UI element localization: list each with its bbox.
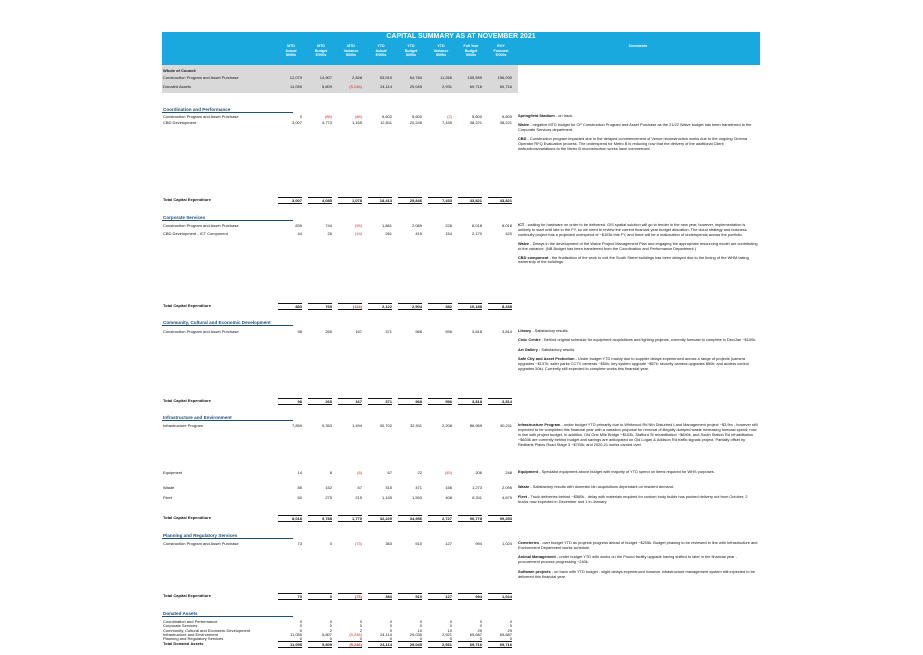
value-cell: 11,055 <box>290 84 302 89</box>
column-header-2: MTD Variance $000s <box>343 44 359 57</box>
value-cell: 34,956 <box>398 515 422 522</box>
comment-paragraph: Walve - negative MTD budget for CP Construction Program and Asset Purchase as the 21/22 Walve budget has been transferred to the Corporate Services department. <box>518 121 752 132</box>
value-cell: 2,122 <box>368 303 392 310</box>
value-cell: 8,018 <box>278 515 302 522</box>
value-cell: 1,024 <box>488 593 512 600</box>
infra-comment <box>518 495 758 505</box>
section-corporate: Corporate Services <box>162 215 293 221</box>
value-cell: 0 <box>479 623 482 629</box>
value-cell: 25,846 <box>398 197 422 204</box>
value-cell: 0 <box>389 619 392 624</box>
section-community: Community, Cultural and Economic Development <box>162 320 293 326</box>
infra-row <box>162 470 518 475</box>
row-label: CBD Development <box>163 120 197 125</box>
comment-paragraph: Equipment - Specialist equipment above budget with majority of YTD spend on items required for WHS purposes. <box>518 469 715 474</box>
value-cell: 69,687 <box>469 631 482 637</box>
value-cell: 30,702 <box>379 423 392 428</box>
row-label: Total Capital Expenditure <box>163 197 211 202</box>
value-cell: 2,727 <box>428 515 452 522</box>
value-cell: 968 <box>415 329 422 334</box>
value-cell: 420 <box>505 231 512 236</box>
value-cell: 0 <box>299 627 302 633</box>
value-cell: 4,773 <box>321 120 332 125</box>
value-cell: 7,435 <box>441 120 452 125</box>
value-cell: 2,921 <box>441 631 452 637</box>
value-cell: (88) <box>354 114 362 119</box>
coord-row <box>162 114 518 119</box>
value-cell: 0 <box>359 636 362 642</box>
value-cell: 99,253 <box>488 515 512 522</box>
row-label: Construction Program and Asset Purchase <box>163 329 239 334</box>
value-cell: 3,818 <box>471 329 482 334</box>
column-header-row <box>162 41 760 65</box>
section-donated: Donated Assets <box>162 611 293 617</box>
comment-heading: Software projects <box>518 568 551 574</box>
value-cell: 8 <box>329 470 332 475</box>
whole-of-council-title: Whole of Council <box>163 68 196 73</box>
value-cell: 0 <box>479 636 482 642</box>
coord-row <box>162 120 518 125</box>
coord-total-row <box>162 197 518 202</box>
value-cell: 1,770 <box>338 515 362 522</box>
corp-row <box>162 223 518 228</box>
infra-row <box>162 495 518 500</box>
value-cell: 5,600 <box>501 114 512 119</box>
value-cell: 839 <box>295 223 302 228</box>
sheet-title: CAPITAL SUMMARY AS AT NOVEMBER 2021 <box>162 32 760 41</box>
value-cell: 228 <box>445 223 452 228</box>
corp-comments <box>518 223 758 265</box>
plan-comments <box>518 541 758 579</box>
value-cell: 0 <box>509 623 512 629</box>
value-cell: 0 <box>308 593 332 600</box>
comment-paragraph: CBD - Construction program impacted due to the delayed commencement of Venue reconstruction works due to the ongoing Cinema Operator RFQ Evaluation process. The underspend for Metro B is reducing now that the delivery of the additional Client instructions/variations to the Metro B reconstruction works have commenced. <box>518 135 748 151</box>
value-cell: 3,007 <box>278 197 302 204</box>
value-cell: (88) <box>324 114 332 119</box>
value-cell: 86,969 <box>469 423 482 428</box>
infra-comment <box>518 470 758 475</box>
column-header-6: Full Year Budget $000s <box>463 44 479 57</box>
value-cell: 3,818 <box>458 398 482 405</box>
capital-summary-sheet <box>162 32 760 655</box>
comment-heading: Springfield Stadium <box>518 113 555 118</box>
value-cell: 32,911 <box>410 423 422 428</box>
value-cell: 0 <box>359 619 362 624</box>
value-cell: 0 <box>389 627 392 633</box>
value-cell: (5,246) <box>349 84 362 89</box>
value-cell: 0 <box>449 636 452 642</box>
value-cell: 883 <box>278 303 302 310</box>
row-label: Construction Program and Asset Purchase <box>163 541 239 546</box>
value-cell: 2,504 <box>398 303 422 310</box>
value-cell: 0 <box>419 619 422 624</box>
row-label: Construction Program and Asset Purchase <box>163 223 239 228</box>
value-cell: 60 <box>297 495 302 500</box>
value-cell: 69,716 <box>458 641 482 648</box>
comment-heading: Waste <box>518 484 530 489</box>
value-cell: 67 <box>387 470 392 475</box>
value-cell: 8,311 <box>472 495 482 500</box>
comment-paragraph: Art Gallery - Satisfactory results. <box>518 346 576 352</box>
value-cell: 248 <box>505 470 512 475</box>
value-cell: 994 <box>475 541 482 546</box>
value-cell: 10 <box>417 627 422 633</box>
value-cell: 22 <box>417 470 422 475</box>
value-cell: 0 <box>509 619 512 624</box>
value-cell: 29,045 <box>398 641 422 648</box>
column-header-1: MTD Budget $'000s <box>314 44 328 57</box>
value-cell: (6) <box>357 470 362 475</box>
value-cell: 2,208 <box>441 423 452 428</box>
value-cell: 38,221 <box>469 120 482 125</box>
value-cell: 8,018 <box>471 223 482 228</box>
comment-paragraph: Animal Management - under budget YTD with works on the Pound facility upgrade having shifted to later in the financial year - procurement process progressing ~240k. <box>518 554 737 565</box>
value-cell: 3,814 <box>501 329 512 334</box>
comment-heading: Fleet <box>518 494 528 499</box>
value-cell: 0 <box>359 623 362 629</box>
value-cell: 2,931 <box>441 84 452 89</box>
value-cell: 383 <box>368 593 392 600</box>
comment-paragraph: Infrastructure Program - under budget YTD primarily due to Whitwood Rd Nth Disturbed Land Management project ~$3.9m - however still expected to be completed this financial year with a variation proposal for removal of illegally dumped waste increasing forecast spend; now in line with project budget. In addition, Old One Mile Bridge ~$103k, Stafford St rehabilitation ~$890k, and South Station Rd rehabilitation ~$603k are currently behind budget and savings are anticipated on Old Logan & Addison Rd traffic signals project. Partially offset by Redbank Plains Road Stage 3 ~$700k; and 2020-21 works carried over. <box>518 422 758 447</box>
value-cell: 471 <box>415 485 422 490</box>
value-cell: 0 <box>389 636 392 642</box>
comment-paragraph: Library - Satisfactory results. <box>518 328 569 333</box>
value-cell: 0 <box>299 623 302 629</box>
value-cell: 29,045 <box>409 84 422 89</box>
value-cell: 0 <box>419 623 422 629</box>
comment-heading: CBD component <box>518 254 549 260</box>
value-cell: 1,494 <box>351 423 362 428</box>
value-cell: (95) <box>354 223 362 228</box>
value-cell: 127 <box>428 593 452 600</box>
value-cell: 1,861 <box>381 223 392 228</box>
comment-heading: CBD <box>518 135 527 141</box>
value-cell: 215 <box>355 495 362 500</box>
corp-total-row <box>162 303 518 308</box>
section-coordination: Coordination and Performance <box>162 107 293 113</box>
value-cell: (73) <box>354 541 362 546</box>
value-cell: 11,055 <box>290 631 302 637</box>
value-cell: 0 <box>329 636 332 642</box>
value-cell: 7,433 <box>428 197 452 204</box>
value-cell: 25 <box>327 231 332 236</box>
comment-heading: Art Gallery <box>518 346 538 352</box>
value-cell: 408 <box>445 495 452 500</box>
coord-comments <box>518 114 758 151</box>
sheet-body <box>162 65 760 655</box>
value-cell: 2 <box>329 627 332 633</box>
value-cell: 5,600 <box>411 114 422 119</box>
comment-heading: Library <box>518 328 532 333</box>
value-cell: 98 <box>278 398 302 405</box>
value-cell: 315 <box>385 485 392 490</box>
value-cell: 2 <box>359 627 362 633</box>
value-cell: 9,788 <box>308 515 332 522</box>
value-cell: 415 <box>415 231 422 236</box>
comment-heading: Civic Centre <box>518 337 541 343</box>
value-cell: 0 <box>299 636 302 642</box>
value-cell: 18,413 <box>368 197 392 204</box>
value-cell: 596 <box>445 329 452 334</box>
column-header-7: EOY Forecast $'000s <box>493 44 509 57</box>
value-cell: 14 <box>297 470 302 475</box>
row-label: Total Capital Expenditure <box>163 398 211 403</box>
value-cell: 1,553 <box>411 495 422 500</box>
comment-heading: Animal Management <box>518 554 556 560</box>
value-cell: 29,035 <box>409 631 422 637</box>
value-cell: (45) <box>444 470 452 475</box>
value-cell: 265 <box>308 398 332 405</box>
row-label: Equipment <box>163 470 183 475</box>
value-cell: 0 <box>389 623 392 629</box>
row-label: Total Capital Expenditure <box>163 303 211 308</box>
comment-paragraph: CBD component - the finalisation of the work to exit the South Street buildings has been delayed due to the timing of the WHM taking ownership of the buildings. <box>518 254 749 265</box>
value-cell: 0 <box>299 114 302 119</box>
value-cell: 20,246 <box>409 120 422 125</box>
comment-heading: Walve <box>518 121 530 127</box>
infra-comment <box>518 485 758 490</box>
value-cell: 73 <box>297 541 302 546</box>
infra-row <box>162 485 518 490</box>
value-cell: 0 <box>449 619 452 624</box>
value-cell: 98 <box>297 329 302 334</box>
comment-paragraph: Software projects - on track with YTD budget - slight delays experienced however infrastructure management system still expected to be delivered this financial year. <box>518 568 755 579</box>
value-cell: 2,095 <box>501 485 512 490</box>
value-cell: (2) <box>447 114 452 119</box>
row-label: Total Capital Expenditure <box>163 593 211 598</box>
value-cell: 5,600 <box>471 114 482 119</box>
value-cell: (73) <box>338 593 362 600</box>
comment-heading: Cemeteries <box>518 540 539 545</box>
value-cell: 0 <box>329 541 332 546</box>
value-cell: (5,246) <box>338 641 362 648</box>
value-cell: 2,828 <box>351 75 362 80</box>
row-label: Community, Cultural and Economic Development <box>163 627 251 633</box>
value-cell: 11,055 <box>278 641 302 648</box>
comm-comments <box>518 329 758 372</box>
value-cell: 155,599 <box>467 75 482 80</box>
comment-heading: Equipment <box>518 469 539 474</box>
value-cell: 5,807 <box>321 631 332 637</box>
value-cell: 67 <box>357 485 362 490</box>
infra-comment <box>518 423 758 448</box>
value-cell: 9,353 <box>321 423 332 428</box>
value-cell: 8,438 <box>488 303 512 310</box>
comment-paragraph: Waste - Satisfactory results with domestic bin acquisitions dependant on resident demand. <box>518 484 675 489</box>
value-cell: 156 <box>445 485 452 490</box>
value-cell: 510 <box>415 541 422 546</box>
value-cell: 64,784 <box>409 75 422 80</box>
comm-row <box>162 329 518 334</box>
value-cell: 0 <box>509 636 512 642</box>
value-cell: 769 <box>308 303 332 310</box>
column-header-0: MTD Actual $000s <box>285 44 297 57</box>
value-cell: 968 <box>398 398 422 405</box>
value-cell: 4,679 <box>501 495 512 500</box>
corp-row <box>162 231 518 236</box>
value-cell: 69,716 <box>469 84 482 89</box>
value-cell: 24,114 <box>368 641 392 648</box>
value-cell: 3,814 <box>488 398 512 405</box>
value-cell: 8,018 <box>501 223 512 228</box>
value-cell: 0 <box>419 636 422 642</box>
value-cell: 5,809 <box>321 84 332 89</box>
value-cell: 596 <box>428 398 452 405</box>
row-label: Coordination and Performance <box>163 619 218 624</box>
value-cell: 156,030 <box>497 75 512 80</box>
value-cell: 12,811 <box>380 120 392 125</box>
value-cell: 24,114 <box>380 631 392 637</box>
whole-construction-row <box>162 75 518 80</box>
row-label: Corporate Services <box>163 623 198 629</box>
comment-paragraph: Springfield Stadium - on track. <box>518 113 574 118</box>
value-cell: 4,085 <box>308 197 332 204</box>
value-cell: 96,778 <box>458 515 482 522</box>
value-cell: 371 <box>368 398 392 405</box>
row-label: Donated Assets <box>163 84 192 89</box>
value-cell: 0 <box>329 623 332 629</box>
value-cell: 3,007 <box>291 120 302 125</box>
comment-paragraph: Cemeteries - over budget YTD as projects progress ahead of budget ~$205k. Budget phasing to be reviewed in line with Infrastructure and Environment Department works schedule. <box>518 540 758 550</box>
value-cell: 127 <box>445 541 452 546</box>
row-label: Construction Program and Asset Purchase <box>163 75 239 80</box>
value-cell: 38,221 <box>499 120 512 125</box>
value-cell: 7,859 <box>291 423 302 428</box>
value-cell: 371 <box>385 329 392 334</box>
comment-paragraph: Safe City and Asset Protection - Under budget YTD mainly due to supplier delays experienced across a range of projects (camera upgrades ~$137k; safer parks CCTV cameras ~$50k; key system upgrade ~$67k; security camera upgrades $50k; and access control upgrades 50k). Currently still expected to complete works this financial year. <box>518 356 749 372</box>
value-cell: 69,716 <box>488 641 512 648</box>
row-label: Total Donated Assets <box>163 641 204 646</box>
plan-row <box>162 541 518 546</box>
column-header-3: YTD Actual $'000s <box>375 44 387 57</box>
value-cell: 14,907 <box>319 75 332 80</box>
value-cell: 24,114 <box>380 84 392 89</box>
row-label: Total Capital Expenditure <box>163 515 211 520</box>
value-cell: 206 <box>475 470 482 475</box>
comm-total-row <box>162 398 518 403</box>
row-label: CBD Development - ICT Component <box>163 231 228 236</box>
value-cell: 152 <box>325 485 332 490</box>
value-cell: 744 <box>325 223 332 228</box>
section-infrastructure: Infrastructure and Environment <box>162 415 293 421</box>
value-cell: 1,024 <box>501 541 512 546</box>
row-label: Waste <box>163 485 175 490</box>
value-cell: 85 <box>297 485 302 490</box>
value-cell: 510 <box>398 593 422 600</box>
value-cell: 69,716 <box>499 84 512 89</box>
value-cell: 382 <box>428 303 452 310</box>
value-cell: 1,078 <box>338 197 362 204</box>
value-cell: 261 <box>385 231 392 236</box>
value-cell: 383 <box>385 541 392 546</box>
infra-row <box>162 423 518 428</box>
value-cell: 43,821 <box>488 197 512 204</box>
row-label: Planning and Regulatory Services <box>163 636 224 642</box>
row-label: Infrastructure and Environment <box>163 631 218 637</box>
value-cell: 5,809 <box>308 641 332 648</box>
section-planning: Planning and Regulatory Services <box>162 533 293 539</box>
value-cell: 29 <box>507 627 512 633</box>
column-header-5: YTD Variance $000s <box>433 44 449 57</box>
row-label: Construction Program and Asset Purchase <box>163 114 239 119</box>
row-label: Infrastructure Program <box>163 423 204 428</box>
value-cell: 0 <box>329 619 332 624</box>
comment-heading: ICT <box>518 222 525 227</box>
comment-paragraph: Walve - Delays in the development of the Walve Project Management Plan and engaging the appropriate resourcing model are contributing to the variance. (NB Budget has been transferred from the Coordination and Performance Department.) <box>518 240 758 251</box>
value-cell: 2,170 <box>471 231 482 236</box>
comment-paragraph: Civic Centre - Behind original schedule for equipment acquisitions and lighting projects, currently forecast to complete in Dec/Jan ~$100k. <box>518 337 757 343</box>
value-cell: 1,273 <box>471 485 482 490</box>
value-cell: (19) <box>354 231 362 236</box>
value-cell: 53,519 <box>379 75 392 80</box>
comment-heading: Safe City and Asset Protection <box>518 356 575 362</box>
value-cell: 11,265 <box>440 75 452 80</box>
column-header-4: YTD Budget $000s <box>404 44 418 57</box>
value-cell: 154 <box>445 231 452 236</box>
value-cell: 265 <box>325 329 332 334</box>
comment-paragraph: ICT - waiting for hardware on order to be delivered. GIS spatial solution will go to tender in the new year, however, implementation is unlikely to start until late in the FY, so we need to review the current financial year budget allocation. The cloud strategy and business continuity project has a projected overspend of ~$103k this FY, and there will be a reallocation of underspends across the portfolio. <box>518 222 747 237</box>
value-cell: 10,188 <box>458 303 482 310</box>
value-cell: 0 <box>479 619 482 624</box>
infra-total-row <box>162 515 518 520</box>
value-cell: 1,145 <box>381 495 392 500</box>
value-cell: 275 <box>325 495 332 500</box>
value-cell: 0 <box>449 623 452 629</box>
value-cell: 32,229 <box>368 515 392 522</box>
value-cell: 90,211 <box>500 423 512 428</box>
donated-total-row <box>162 641 518 646</box>
value-cell: 73 <box>278 593 302 600</box>
value-cell: 5,602 <box>381 114 392 119</box>
value-cell: 994 <box>458 593 482 600</box>
value-cell: 1,165 <box>351 120 362 125</box>
value-cell: (114) <box>338 303 362 310</box>
value-cell: 167 <box>355 329 362 334</box>
comment-paragraph: Fleet - Truck deliveries behind ~$580k - delay with materials required for custom body builds has pushed delivery out from October; 2 trucks now expected in December and 1 in January. <box>518 494 748 504</box>
value-cell: 2,931 <box>428 641 452 648</box>
value-cell: 43,821 <box>458 197 482 204</box>
value-cell: 44 <box>297 231 302 236</box>
comment-heading: Infrastructure Program <box>518 422 561 427</box>
value-cell: 10 <box>447 627 452 633</box>
value-cell: 167 <box>338 398 362 405</box>
value-cell: 0 <box>299 619 302 624</box>
value-cell: 12,079 <box>289 75 302 80</box>
comment-heading: Walve <box>518 240 530 246</box>
plan-total-row <box>162 593 518 598</box>
value-cell: 2,089 <box>411 223 422 228</box>
value-cell: 29 <box>477 627 482 633</box>
whole-donated-row <box>162 84 518 89</box>
column-header-8: Comments <box>628 44 648 48</box>
value-cell: 69,687 <box>499 631 512 637</box>
value-cell: (5,248) <box>349 631 362 637</box>
row-label: Fleet <box>163 495 172 500</box>
